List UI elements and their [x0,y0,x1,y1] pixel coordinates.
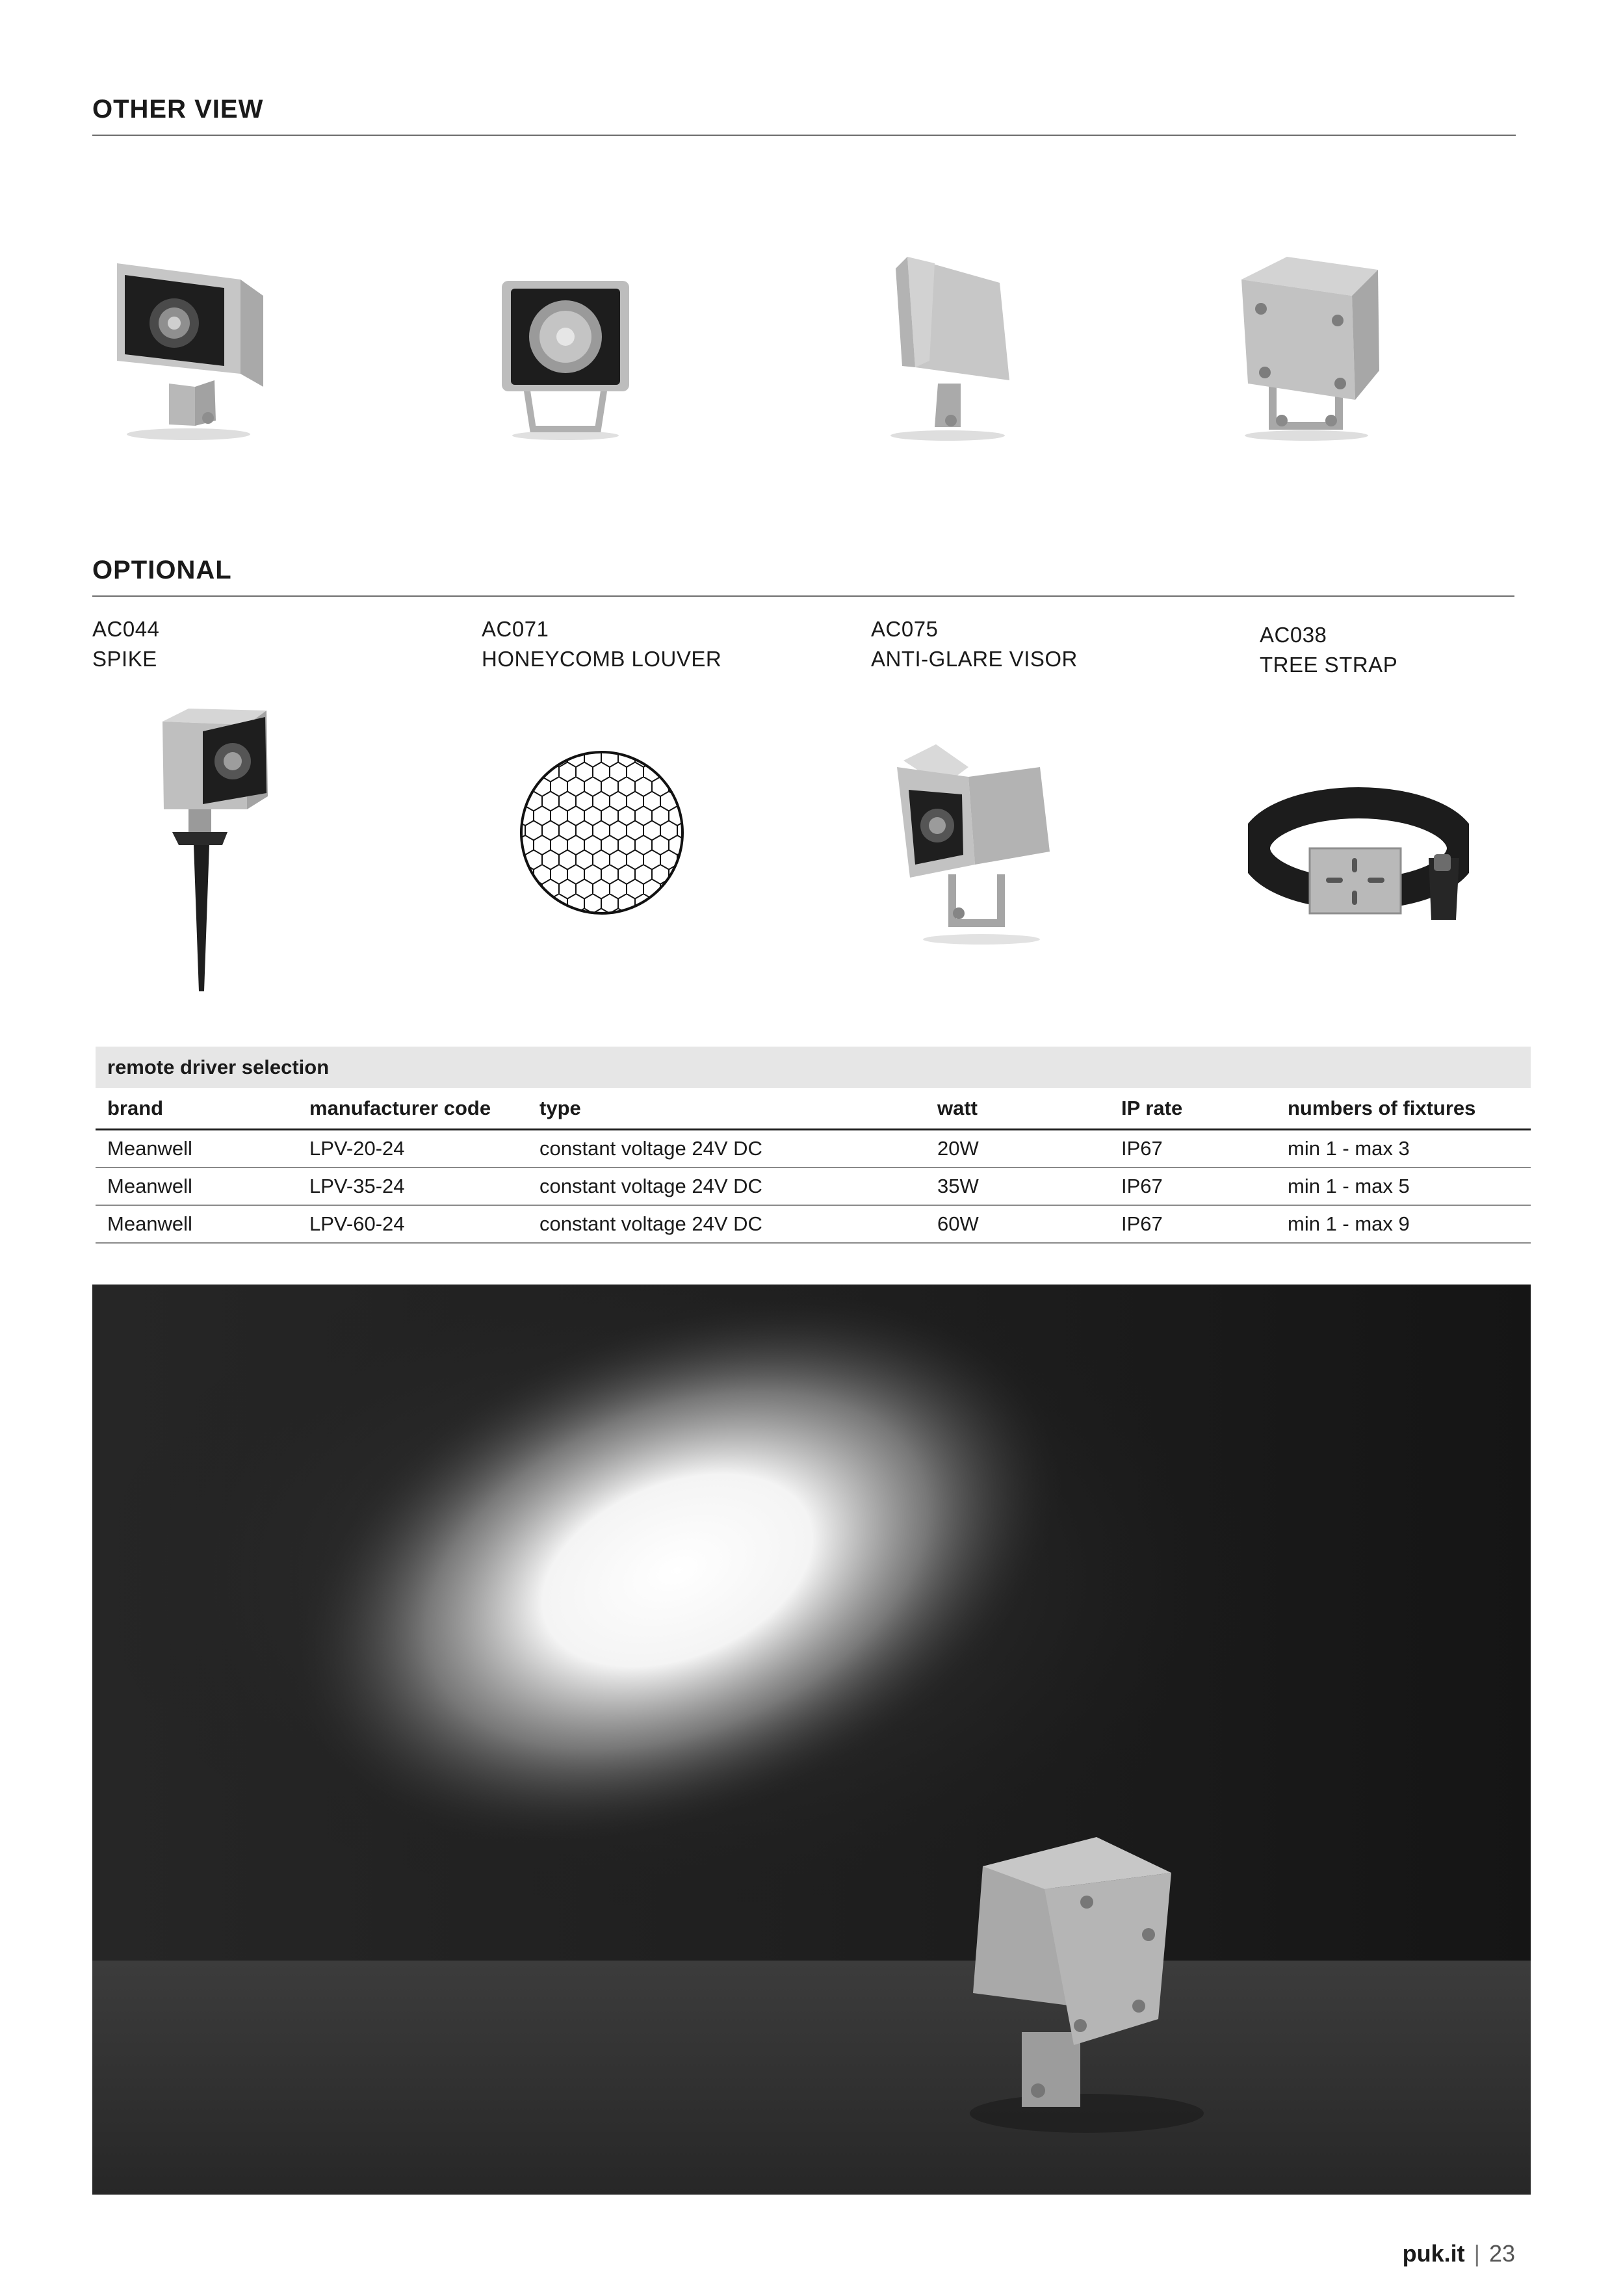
section-divider [92,135,1516,136]
cell-watt: 35W [926,1168,1110,1205]
cell-ip-rate: IP67 [1110,1205,1276,1243]
table-header-row [96,1088,1531,1130]
cell-manufacturer-code: LPV-35-24 [298,1168,528,1205]
accessory-code: AC071 [482,617,549,641]
cell-manufacturer-code: LPV-20-24 [298,1130,528,1168]
accessory-name: HONEYCOMB LOUVER [482,647,722,671]
accessory-code: AC075 [871,617,939,641]
cell-ip-rate: IP67 [1110,1130,1276,1168]
table-caption: remote driver selection [96,1047,1531,1088]
accessory-anti-glare-visor-label [871,614,1078,674]
spike-accessory [149,705,273,998]
remote-driver-table [96,1047,1531,1244]
cell-numbers-of-fixtures: min 1 - max 9 [1276,1205,1531,1243]
cell-manufacturer-code: LPV-60-24 [298,1205,528,1243]
table-row [96,1130,1531,1168]
fixture-rear-view [1222,250,1391,445]
accessory-name: SPIKE [92,647,157,671]
column-header-ip-rate: IP rate [1110,1088,1276,1130]
cell-type: constant voltage 24V DC [528,1205,926,1243]
footer-site: puk.it [1402,2240,1465,2267]
column-header-type: type [528,1088,926,1130]
accessory-code: AC038 [1260,623,1327,647]
section-title-optional: OPTIONAL [92,556,232,584]
accessory-tree-strap-label [1260,620,1397,680]
cell-brand: Meanwell [96,1130,298,1168]
accessory-code: AC044 [92,617,160,641]
accessory-name: ANTI-GLARE VISOR [871,647,1078,671]
accessory-spike-label [92,614,159,674]
honeycomb-louver [517,748,687,918]
fixture-ambient-photo [92,1285,1531,2195]
section-divider [92,595,1514,597]
footer-separator: | [1474,2240,1480,2267]
cell-ip-rate: IP67 [1110,1168,1276,1205]
cell-brand: Meanwell [96,1168,298,1205]
page-number: 23 [1488,2240,1515,2267]
table-row [96,1168,1531,1205]
column-header-watt: watt [926,1088,1110,1130]
cell-numbers-of-fixtures: min 1 - max 5 [1276,1168,1531,1205]
cell-type: constant voltage 24V DC [528,1168,926,1205]
accessory-honeycomb-louver-label [482,614,721,674]
cell-numbers-of-fixtures: min 1 - max 3 [1276,1130,1531,1168]
anti-glare-visor [890,741,1059,949]
column-header-manufacturer-code: manufacturer code [298,1088,528,1130]
fixture-front-view [494,273,637,442]
tree-strap [1248,787,1469,936]
accessory-name: TREE STRAP [1260,653,1398,677]
cell-watt: 60W [926,1205,1110,1243]
column-header-numbers-of-fixtures: numbers of fixtures [1276,1088,1531,1130]
fixture-three-quarter-front-view [97,250,273,445]
cell-watt: 20W [926,1130,1110,1168]
table-row [96,1205,1531,1243]
cell-type: constant voltage 24V DC [528,1130,926,1168]
cell-brand: Meanwell [96,1205,298,1243]
column-header-brand: brand [96,1088,298,1130]
page-footer [1403,2240,1515,2267]
fixture-side-view [870,250,1019,445]
section-title-other-view: OTHER VIEW [92,95,264,124]
